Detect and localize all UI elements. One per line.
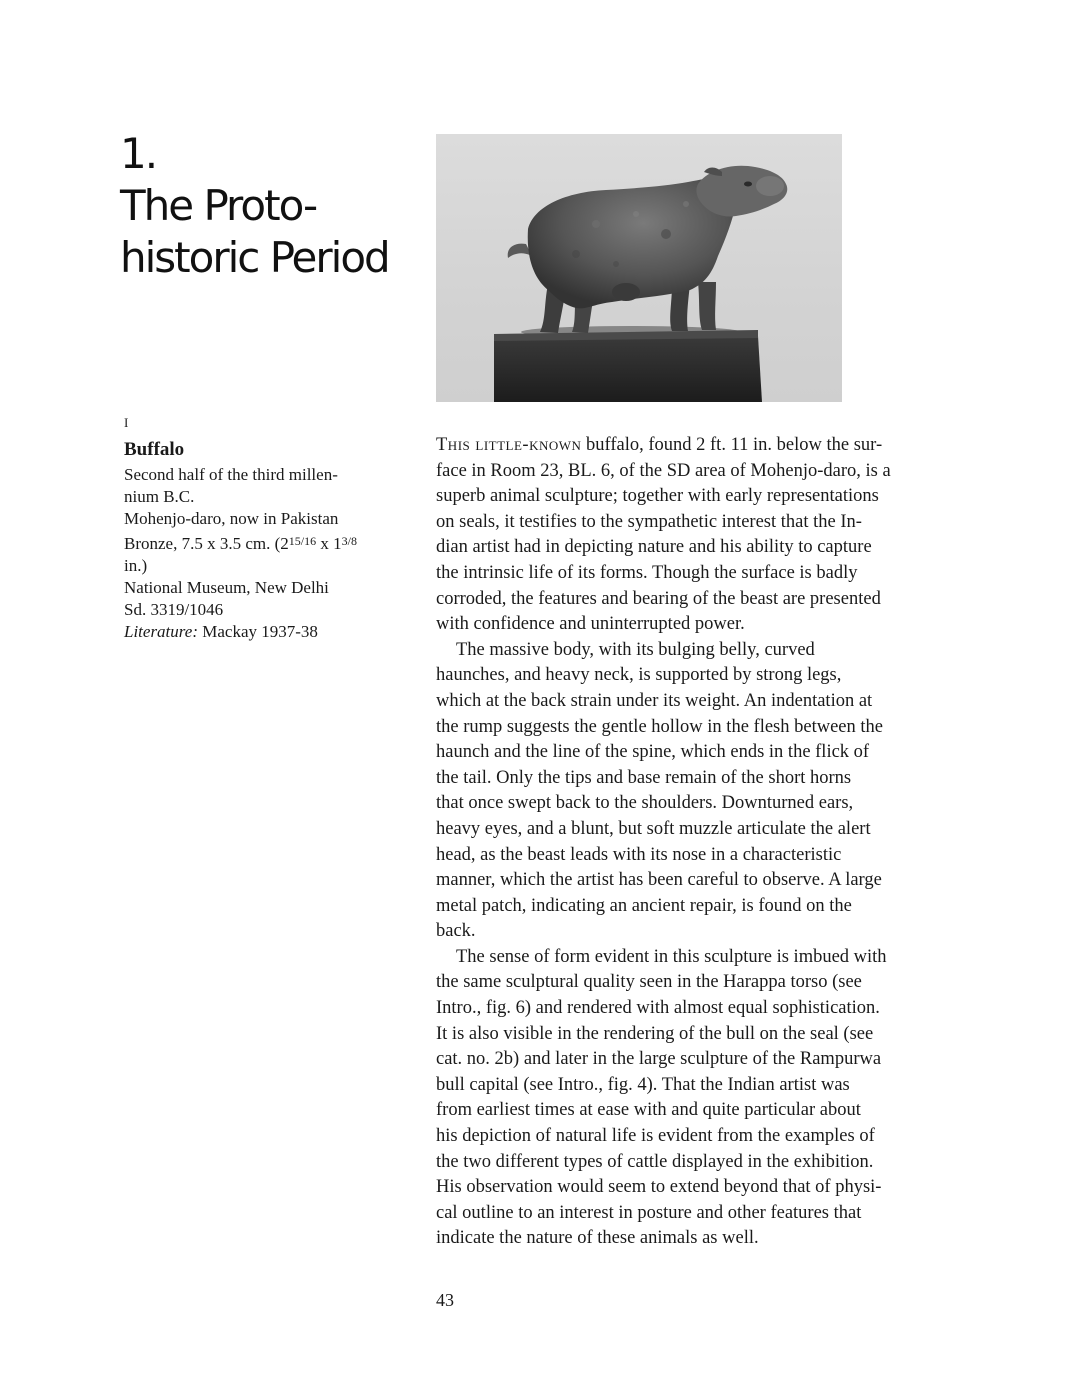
chapter-title-line-2: historic Period xyxy=(120,233,389,282)
essay-line: metal patch, indicating an ancient repair, is found on the xyxy=(436,895,852,916)
essay-line: cal outline to an interest in posture and other features that xyxy=(436,1202,862,1223)
essay-line: his depiction of natural life is evident from the examples of xyxy=(436,1126,875,1147)
essay-line: cat. no. 2b) and later in the large sculpture of the Rampurwa xyxy=(436,1049,882,1070)
essay-line: Intro., fig. 6) and rendered with almost equal sophistication. xyxy=(436,998,880,1019)
catalog-provenance: Mohenjo-daro, now in Pakistan xyxy=(124,509,339,528)
essay-line: manner, which the artist has been careful to observe. A large xyxy=(436,870,882,891)
essay-line: superb animal sculpture; together with early representations xyxy=(436,486,879,507)
essay-line: heavy eyes, and a blunt, but soft muzzle articulate the alert xyxy=(436,818,871,839)
essay-line: bull capital (see Intro., fig. 4). That the Indian artist was xyxy=(436,1074,850,1095)
catalog-medium-text: Bronze, 7.5 x 3.5 cm. (2 xyxy=(124,534,289,553)
chapter-heading xyxy=(120,128,420,284)
catalog-title: Buffalo xyxy=(124,439,185,460)
essay-line: It is also visible in the rendering of the bull on the seal (see xyxy=(436,1023,874,1044)
chapter-title-line-1: The Proto- xyxy=(120,181,317,230)
buffalo-sculpture-illustration xyxy=(436,134,842,402)
catalog-accession: Sd. 3319/1046 xyxy=(124,600,224,619)
catalog-medium-dimensions xyxy=(124,530,394,555)
essay-line: haunches, and heavy neck, is supported by strong legs, xyxy=(436,665,842,686)
essay-line xyxy=(436,433,961,459)
essay-line: The sense of form evident in this sculpture is imbued with xyxy=(456,946,887,967)
essay-line: The massive body, with its bulging belly, curved xyxy=(456,639,815,660)
essay-line: that once swept back to the shoulders. Downturned ears, xyxy=(436,793,854,814)
buffalo-sculpture-photo xyxy=(436,134,842,402)
essay-line: from earliest times at ease with and quite particular about xyxy=(436,1100,861,1121)
essay-line-text: buffalo, found 2 ft. 11 in. below the sur- xyxy=(581,435,883,455)
essay-line: on seals, it testifies to the sympathetic interest that the In- xyxy=(436,511,862,532)
catalog-collection: National Museum, New Delhi xyxy=(124,578,329,597)
catalog-entry xyxy=(124,412,394,643)
essay-line: the tail. Only the tips and base remain of the short horns xyxy=(436,767,852,788)
catalog-fraction-2: 3/8 xyxy=(341,534,357,548)
essay-line: indicate the nature of these animals as well. xyxy=(436,1228,759,1249)
catalog-dims-end: in.) xyxy=(124,556,148,575)
essay-line: His observation would seem to extend beyond that of physi- xyxy=(436,1177,882,1198)
essay-body xyxy=(436,433,961,1252)
catalog-fraction-1: 15/16 xyxy=(288,534,317,548)
essay-line: face in Room 23, BL. 6, of the SD area of Mohenjo-daro, is a xyxy=(436,460,891,481)
essay-line: back. xyxy=(436,921,476,942)
catalog-literature-value: Mackay 1937-38 xyxy=(197,622,318,641)
essay-lead-smallcaps: This little-known xyxy=(436,435,582,455)
essay-line: the rump suggests the gentle hollow in the flesh between the xyxy=(436,716,883,737)
catalog-literature xyxy=(124,621,394,643)
page-number: 43 xyxy=(436,1290,454,1310)
essay-line: the intrinsic life of its forms. Though the surface is badly xyxy=(436,562,858,583)
catalog-date-line-2: nium B.C. xyxy=(124,487,195,506)
essay-line: the same sculptural quality seen in the Harappa torso (see xyxy=(436,972,862,993)
catalog-dims-mid: x 1 xyxy=(316,534,342,553)
catalog-literature-label: Literature: xyxy=(124,622,198,641)
essay-line: with confidence and uninterrupted power. xyxy=(436,614,745,635)
essay-line: corroded, the features and bearing of the beast are presented xyxy=(436,588,881,609)
essay-line: which at the back strain under its weight. An indentation at xyxy=(436,690,873,711)
essay-line: dian artist had in depicting nature and his ability to capture xyxy=(436,537,872,558)
catalog-number: I xyxy=(124,415,129,430)
chapter-number: 1. xyxy=(120,129,157,178)
catalog-date-line-1: Second half of the third millen- xyxy=(124,465,338,484)
essay-line: the two different types of cattle displayed in the exhibition. xyxy=(436,1151,874,1172)
essay-line: head, as the beast leads with its nose in a characteristic xyxy=(436,844,842,865)
essay-line: haunch and the line of the spine, which ends in the flick of xyxy=(436,742,870,763)
